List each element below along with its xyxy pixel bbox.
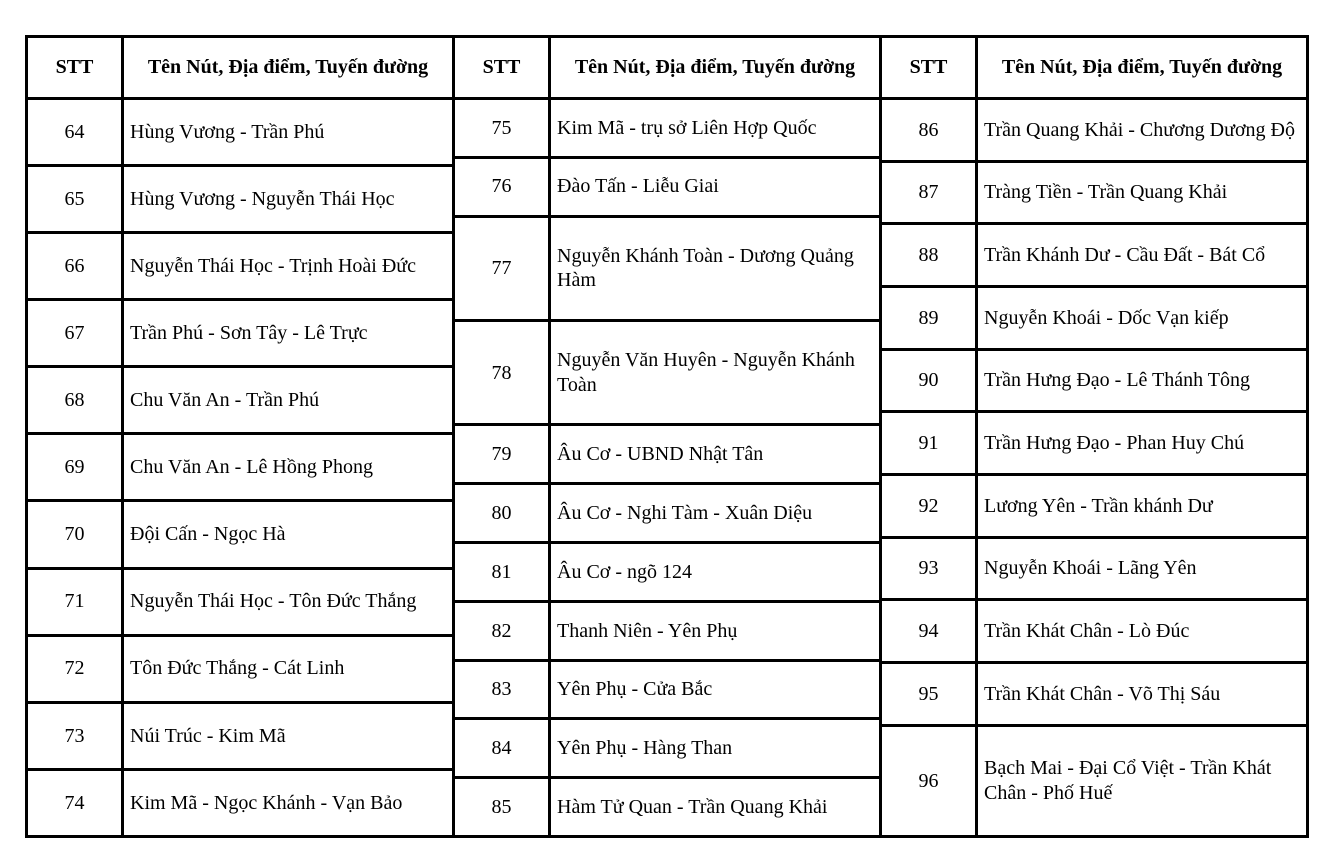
stt-cell: 76 bbox=[454, 157, 550, 216]
route-cell: Tôn Đức Thắng - Cát Linh bbox=[123, 635, 454, 702]
stt-cell: 64 bbox=[27, 99, 123, 166]
stt-column-header: STT bbox=[454, 37, 550, 99]
stt-cell: 70 bbox=[27, 501, 123, 568]
stt-cell: 68 bbox=[27, 367, 123, 434]
stt-cell: 88 bbox=[881, 224, 977, 287]
stt-cell: 84 bbox=[454, 719, 550, 778]
stt-cell: 74 bbox=[27, 769, 123, 836]
stt-cell: 92 bbox=[881, 474, 977, 537]
stt-cell: 73 bbox=[27, 702, 123, 769]
route-column-header: Tên Nút, Địa điểm, Tuyến đường bbox=[123, 37, 454, 99]
stt-cell: 87 bbox=[881, 161, 977, 224]
route-cell: Hùng Vương - Nguyễn Thái Học bbox=[123, 166, 454, 233]
route-cell: Hàm Tử Quan - Trần Quang Khải bbox=[550, 778, 881, 837]
table-row bbox=[881, 349, 1308, 412]
route-cell: Nguyễn Khoái - Lãng Yên bbox=[977, 537, 1308, 600]
route-cell: Đào Tấn - Liễu Giai bbox=[550, 157, 881, 216]
stt-cell: 96 bbox=[881, 725, 977, 836]
table-row bbox=[454, 719, 881, 778]
table-row bbox=[454, 484, 881, 543]
stt-cell: 82 bbox=[454, 601, 550, 660]
route-cell: Trần Hưng Đạo - Lê Thánh Tông bbox=[977, 349, 1308, 412]
route-cell: Chu Văn An - Lê Hồng Phong bbox=[123, 434, 454, 501]
junction-table-group-3 bbox=[879, 35, 1309, 838]
stt-cell: 81 bbox=[454, 543, 550, 602]
route-cell: Trần Hưng Đạo - Phan Huy Chú bbox=[977, 412, 1308, 475]
table-row bbox=[27, 367, 454, 434]
stt-cell: 95 bbox=[881, 662, 977, 725]
table-row bbox=[27, 166, 454, 233]
stt-cell: 69 bbox=[27, 434, 123, 501]
route-column-header: Tên Nút, Địa điểm, Tuyến đường bbox=[977, 37, 1308, 99]
route-cell: Trần Phú - Sơn Tây - Lê Trực bbox=[123, 300, 454, 367]
route-cell: Chu Văn An - Trần Phú bbox=[123, 367, 454, 434]
table-row bbox=[881, 286, 1308, 349]
route-cell: Nguyễn Văn Huyên - Nguyễn Khánh Toàn bbox=[550, 321, 881, 425]
table-header bbox=[881, 37, 1308, 99]
table-row bbox=[454, 321, 881, 425]
stt-cell: 80 bbox=[454, 484, 550, 543]
table-row bbox=[454, 99, 881, 158]
stt-cell: 85 bbox=[454, 778, 550, 837]
route-cell: Thanh Niên - Yên Phụ bbox=[550, 601, 881, 660]
route-cell: Âu Cơ - Nghi Tàm - Xuân Diệu bbox=[550, 484, 881, 543]
stt-cell: 89 bbox=[881, 286, 977, 349]
table-row bbox=[27, 635, 454, 702]
stt-cell: 71 bbox=[27, 568, 123, 635]
route-cell: Yên Phụ - Hàng Than bbox=[550, 719, 881, 778]
stt-cell: 93 bbox=[881, 537, 977, 600]
route-cell: Yên Phụ - Cửa Bắc bbox=[550, 660, 881, 719]
stt-cell: 94 bbox=[881, 600, 977, 663]
route-cell: Âu Cơ - ngõ 124 bbox=[550, 543, 881, 602]
table-row bbox=[27, 300, 454, 367]
route-column-header: Tên Nút, Địa điểm, Tuyến đường bbox=[550, 37, 881, 99]
table-row bbox=[454, 660, 881, 719]
stt-cell: 72 bbox=[27, 635, 123, 702]
table-row bbox=[454, 778, 881, 837]
table-row bbox=[454, 425, 881, 484]
stt-cell: 86 bbox=[881, 99, 977, 162]
route-cell: Nguyễn Thái Học - Tôn Đức Thắng bbox=[123, 568, 454, 635]
table-row bbox=[27, 233, 454, 300]
route-cell: Kim Mã - trụ sở Liên Hợp Quốc bbox=[550, 99, 881, 158]
table-header bbox=[27, 37, 454, 99]
table-header bbox=[454, 37, 881, 99]
route-cell: Trần Khát Chân - Võ Thị Sáu bbox=[977, 662, 1308, 725]
table-row bbox=[27, 99, 454, 166]
junction-table-group-2 bbox=[452, 35, 882, 838]
header-row bbox=[27, 37, 454, 99]
table-row bbox=[881, 537, 1308, 600]
junction-tables bbox=[25, 35, 1309, 838]
table-row bbox=[881, 161, 1308, 224]
stt-cell: 66 bbox=[27, 233, 123, 300]
table-row bbox=[881, 600, 1308, 663]
table-body bbox=[881, 99, 1308, 837]
stt-cell: 91 bbox=[881, 412, 977, 475]
stt-cell: 79 bbox=[454, 425, 550, 484]
stt-cell: 75 bbox=[454, 99, 550, 158]
table-row bbox=[881, 224, 1308, 287]
route-cell: Trần Quang Khải - Chương Dương Độ bbox=[977, 99, 1308, 162]
table-row bbox=[454, 601, 881, 660]
route-cell: Bạch Mai - Đại Cổ Việt - Trần Khát Chân - Phố Huế bbox=[977, 725, 1308, 836]
route-cell: Nguyễn Khánh Toàn - Dương Quảng Hàm bbox=[550, 216, 881, 320]
route-cell: Đội Cấn - Ngọc Hà bbox=[123, 501, 454, 568]
table-row bbox=[27, 501, 454, 568]
table-body bbox=[27, 99, 454, 837]
route-cell: Tràng Tiền - Trần Quang Khải bbox=[977, 161, 1308, 224]
table-row bbox=[27, 702, 454, 769]
route-cell: Hùng Vương - Trần Phú bbox=[123, 99, 454, 166]
junction-table-group-1 bbox=[25, 35, 455, 838]
table-row bbox=[881, 474, 1308, 537]
stt-cell: 65 bbox=[27, 166, 123, 233]
table-row bbox=[454, 543, 881, 602]
table-row bbox=[27, 769, 454, 836]
route-cell: Núi Trúc - Kim Mã bbox=[123, 702, 454, 769]
stt-cell: 83 bbox=[454, 660, 550, 719]
header-row bbox=[881, 37, 1308, 99]
table-row bbox=[881, 99, 1308, 162]
stt-column-header: STT bbox=[27, 37, 123, 99]
route-cell: Lương Yên - Trần khánh Dư bbox=[977, 474, 1308, 537]
stt-cell: 90 bbox=[881, 349, 977, 412]
route-cell: Trần Khánh Dư - Cầu Đất - Bát Cổ bbox=[977, 224, 1308, 287]
table-row bbox=[454, 157, 881, 216]
stt-cell: 77 bbox=[454, 216, 550, 320]
header-row bbox=[454, 37, 881, 99]
route-cell: Kim Mã - Ngọc Khánh - Vạn Bảo bbox=[123, 769, 454, 836]
table-body bbox=[454, 99, 881, 837]
route-cell: Trần Khát Chân - Lò Đúc bbox=[977, 600, 1308, 663]
route-cell: Âu Cơ - UBND Nhật Tân bbox=[550, 425, 881, 484]
route-cell: Nguyễn Thái Học - Trịnh Hoài Đức bbox=[123, 233, 454, 300]
table-row bbox=[881, 662, 1308, 725]
stt-cell: 67 bbox=[27, 300, 123, 367]
table-row bbox=[27, 434, 454, 501]
table-row bbox=[881, 412, 1308, 475]
route-cell: Nguyễn Khoái - Dốc Vạn kiếp bbox=[977, 286, 1308, 349]
table-row bbox=[881, 725, 1308, 836]
stt-cell: 78 bbox=[454, 321, 550, 425]
table-row bbox=[454, 216, 881, 320]
table-row bbox=[27, 568, 454, 635]
stt-column-header: STT bbox=[881, 37, 977, 99]
